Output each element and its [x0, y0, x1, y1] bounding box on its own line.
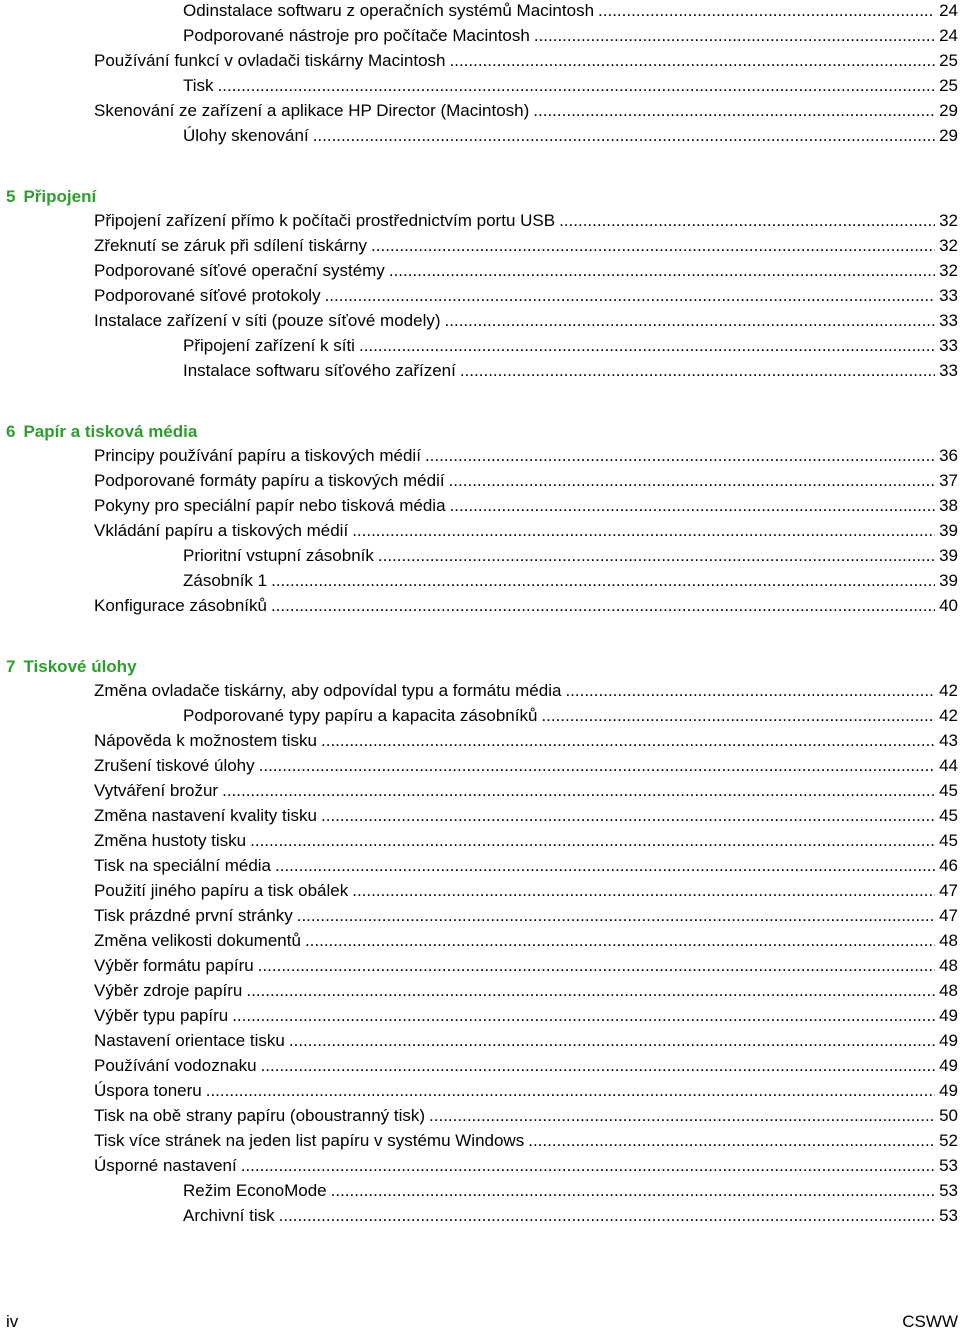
toc-dot-leader [261, 1055, 936, 1077]
toc-entry-page: 33 [939, 286, 958, 305]
toc-dot-leader [241, 1155, 935, 1177]
toc-dot-leader [258, 955, 935, 977]
toc-entry-page: 48 [939, 981, 958, 1000]
toc-entry-content [94, 210, 958, 232]
toc-entry-content [94, 930, 958, 952]
toc-entry[interactable] [0, 1180, 960, 1202]
toc-entry-title: Instalace zařízení v síti (pouze síťové modely) [94, 311, 441, 330]
toc-entry-page: 32 [939, 236, 958, 255]
toc-entry-title: Úlohy skenování [183, 126, 309, 145]
toc-entry-title: Připojení zařízení přímo k počítači prostřednictvím portu USB [94, 211, 556, 230]
toc-entry[interactable] [0, 1055, 960, 1077]
toc-entry-title: Připojení zařízení k síti [183, 336, 355, 355]
toc-dot-leader [449, 470, 936, 492]
toc-entry-title: Principy používání papíru a tiskových médií [94, 446, 421, 465]
toc-entry[interactable] [0, 210, 960, 232]
footer-label: CSWW [902, 1312, 958, 1331]
toc-dot-leader [429, 1105, 935, 1127]
toc-entry-content [94, 830, 958, 852]
toc-entry-title: Výběr formátu papíru [94, 956, 254, 975]
toc-entry-title: Prioritní vstupní zásobník [183, 546, 374, 565]
toc-dot-leader [559, 210, 935, 232]
toc-dot-leader [541, 705, 935, 727]
toc-entry[interactable] [0, 260, 960, 282]
toc-entry-page: 38 [939, 496, 958, 515]
toc-entry-title: Použití jiného papíru a tisk obálek [94, 881, 349, 900]
toc-entry[interactable] [0, 780, 960, 802]
toc-entry-content [94, 855, 958, 877]
toc-entry[interactable] [0, 360, 960, 382]
toc-dot-leader [378, 545, 935, 567]
toc-entry[interactable] [0, 1030, 960, 1052]
toc-dot-leader [321, 730, 935, 752]
toc-dot-leader [250, 830, 935, 852]
chapter-heading[interactable] [6, 420, 197, 444]
toc-entry[interactable] [0, 125, 960, 147]
toc-entry-page: 29 [939, 101, 958, 120]
toc-entry-page: 36 [939, 446, 958, 465]
toc-entry[interactable] [0, 100, 960, 122]
toc-entry-content [94, 1080, 958, 1102]
toc-entry-content [94, 805, 958, 827]
toc-entry-page: 46 [939, 856, 958, 875]
toc-dot-leader [279, 1205, 935, 1227]
toc-dot-leader [534, 25, 935, 47]
toc-entry-content [94, 730, 958, 752]
toc-entry-content [94, 495, 958, 517]
toc-entry-title: Používání funkcí v ovladači tiskárny Macintosh [94, 51, 446, 70]
toc-dot-leader [450, 50, 936, 72]
toc-dot-leader [389, 260, 935, 282]
toc-entry-page: 40 [939, 596, 958, 615]
toc-entry-page: 24 [939, 26, 958, 45]
toc-entry-page: 45 [939, 831, 958, 850]
toc-entry-title: Změna nastavení kvality tisku [94, 806, 317, 825]
toc-entry-page: 49 [939, 1006, 958, 1025]
toc-entry[interactable] [0, 520, 960, 542]
toc-dot-leader [331, 1180, 935, 1202]
toc-entry[interactable] [0, 25, 960, 47]
toc-entry-page: 45 [939, 806, 958, 825]
toc-entry-page: 25 [939, 51, 958, 70]
toc-entry-content [94, 880, 958, 902]
toc-entry-page: 49 [939, 1081, 958, 1100]
toc-entry-page: 45 [939, 781, 958, 800]
toc-entry-page: 49 [939, 1031, 958, 1050]
footer-page-number: iv [6, 1312, 19, 1331]
toc-entry-page: 43 [939, 731, 958, 750]
toc-entry-title: Zrušení tiskové úlohy [94, 756, 255, 775]
toc-entry[interactable] [0, 50, 960, 72]
toc-dot-leader [598, 0, 935, 22]
toc-entry-page: 49 [939, 1056, 958, 1075]
toc-entry-page: 32 [939, 261, 958, 280]
toc-entry-page: 47 [939, 906, 958, 925]
toc-entry-page: 53 [939, 1156, 958, 1175]
toc-entry-page: 42 [939, 706, 958, 725]
toc-entry-title: Vkládání papíru a tiskových médií [94, 521, 349, 540]
toc-entry-page: 47 [939, 881, 958, 900]
toc-entry-title: Podporované formáty papíru a tiskových médií [94, 471, 445, 490]
toc-entry-page: 39 [939, 546, 958, 565]
toc-entry-content [94, 1105, 958, 1127]
toc-entry[interactable] [0, 1130, 960, 1152]
chapter-title: Tiskové úlohy [23, 657, 137, 676]
toc-entry-content [94, 520, 958, 542]
toc-entry-content [94, 260, 958, 282]
toc-entry-page: 48 [939, 956, 958, 975]
toc-entry[interactable] [0, 545, 960, 567]
toc-dot-leader [352, 880, 935, 902]
toc-entry-content [183, 0, 958, 22]
toc-entry-content [94, 1030, 958, 1052]
toc-entry-content [94, 1155, 958, 1177]
toc-dot-leader [271, 570, 935, 592]
chapter-number: 6 [6, 422, 16, 441]
toc-dot-leader [297, 905, 935, 927]
toc-dot-leader [321, 805, 935, 827]
toc-entry-content [183, 335, 958, 357]
toc-dot-leader [246, 980, 935, 1002]
toc-entry-content [94, 235, 958, 257]
toc-entry-content [94, 905, 958, 927]
toc-entry[interactable] [0, 930, 960, 952]
toc-entry-page: 42 [939, 681, 958, 700]
toc-entry-content [94, 755, 958, 777]
toc-entry[interactable] [0, 880, 960, 902]
toc-entry-title: Archivní tisk [183, 1206, 275, 1225]
chapter-number: 7 [6, 657, 16, 676]
toc-entry[interactable] [0, 470, 960, 492]
toc-dot-leader [352, 520, 935, 542]
toc-entry-title: Výběr zdroje papíru [94, 981, 243, 1000]
toc-entry-content [183, 125, 958, 147]
toc-entry-title: Používání vodoznaku [94, 1056, 257, 1075]
toc-entry-content [94, 470, 958, 492]
toc-entry[interactable] [0, 335, 960, 357]
chapter-title: Připojení [23, 187, 97, 206]
toc-entry-content [183, 1205, 958, 1227]
toc-entry-title: Konfigurace zásobníků [94, 596, 267, 615]
toc-entry-page: 48 [939, 931, 958, 950]
toc-entry-title: Nápověda k možnostem tisku [94, 731, 317, 750]
toc-entry-page: 44 [939, 756, 958, 775]
toc-entry-content [183, 75, 958, 97]
toc-entry-content [94, 1055, 958, 1077]
toc-dot-leader [271, 595, 935, 617]
toc-entry-content [94, 955, 958, 977]
toc-entry-page: 24 [939, 1, 958, 20]
toc-entry-title: Výběr typu papíru [94, 1006, 229, 1025]
toc-entry-page: 53 [939, 1206, 958, 1225]
toc-entry-title: Změna ovladače tiskárny, aby odpovídal typu a formátu média [94, 681, 562, 700]
toc-entry-content [183, 1180, 958, 1202]
chapter-number: 5 [6, 187, 16, 206]
toc-entry[interactable] [0, 855, 960, 877]
toc-entry-content [94, 980, 958, 1002]
chapter-title: Papír a tisková média [23, 422, 198, 441]
toc-entry-title: Režim EconoMode [183, 1181, 327, 1200]
toc-dot-leader [305, 930, 935, 952]
toc-entry-content [183, 360, 958, 382]
toc-entry-page: 25 [939, 76, 958, 95]
toc-entry[interactable] [0, 955, 960, 977]
toc-entry-page: 29 [939, 126, 958, 145]
toc-entry-title: Tisk na speciální média [94, 856, 272, 875]
toc-entry[interactable] [0, 235, 960, 257]
toc-entry[interactable] [0, 0, 960, 22]
toc-entry[interactable] [0, 755, 960, 777]
toc-dot-leader [425, 445, 935, 467]
chapter-heading[interactable] [6, 655, 137, 679]
toc-entry-title: Změna velikosti dokumentů [94, 931, 301, 950]
toc-entry[interactable] [0, 310, 960, 332]
toc-entry-page: 33 [939, 361, 958, 380]
toc-entry-title: Tisk prázdné první stránky [94, 906, 293, 925]
toc-entry[interactable] [0, 830, 960, 852]
toc-entry-content [94, 310, 958, 332]
toc-entry-content [94, 680, 958, 702]
toc-dot-leader [371, 235, 935, 257]
toc-entry[interactable] [0, 980, 960, 1002]
toc-entry-page: 33 [939, 311, 958, 330]
toc-entry-title: Instalace softwaru síťového zařízení [183, 361, 456, 380]
toc-entry-title: Vytváření brožur [94, 781, 219, 800]
toc-entry-title: Pokyny pro speciální papír nebo tisková média [94, 496, 446, 515]
toc-dot-leader [259, 755, 935, 777]
toc-dot-leader [313, 125, 935, 147]
toc-entry-page: 53 [939, 1181, 958, 1200]
toc-entry-title: Úsporné nastavení [94, 1156, 237, 1175]
toc-entry[interactable] [0, 570, 960, 592]
toc-dot-leader [359, 335, 935, 357]
toc-entry-content [94, 50, 958, 72]
toc-entry[interactable] [0, 1155, 960, 1177]
toc-entry-page: 39 [939, 571, 958, 590]
toc-entry-title: Nastavení orientace tisku [94, 1031, 285, 1050]
toc-entry-title: Zřeknutí se záruk při sdílení tiskárny [94, 236, 368, 255]
toc-entry[interactable] [0, 285, 960, 307]
toc-dot-leader [275, 855, 935, 877]
toc-dot-leader [460, 360, 935, 382]
toc-dot-leader [445, 310, 936, 332]
toc-dot-leader [325, 285, 936, 307]
toc-entry-content [94, 1130, 958, 1152]
toc-entry-page: 52 [939, 1131, 958, 1150]
chapter-heading[interactable] [6, 185, 96, 209]
toc-entry-page: 33 [939, 336, 958, 355]
toc-dot-leader [206, 1080, 935, 1102]
toc-entry-content [94, 1005, 958, 1027]
toc-entry[interactable] [0, 730, 960, 752]
toc-entry[interactable] [0, 705, 960, 727]
toc-entry-page: 32 [939, 211, 958, 230]
toc-entry[interactable] [0, 1105, 960, 1127]
toc-dot-leader [218, 75, 936, 97]
toc-entry[interactable] [0, 905, 960, 927]
toc-entry-page: 50 [939, 1106, 958, 1125]
toc-entry-title: Podporované síťové protokoly [94, 286, 321, 305]
toc-entry-page: 37 [939, 471, 958, 490]
toc-entry-title: Podporované nástroje pro počítače Macintosh [183, 26, 530, 45]
toc-entry-content [94, 780, 958, 802]
toc-entry-title: Úspora toneru [94, 1081, 202, 1100]
toc-entry[interactable] [0, 1080, 960, 1102]
toc-entry-content [94, 100, 958, 122]
toc-entry-content [183, 545, 958, 567]
toc-entry-title: Skenování ze zařízení a aplikace HP Director (Macintosh) [94, 101, 530, 120]
toc-entry[interactable] [0, 1005, 960, 1027]
toc-entry-title: Podporované typy papíru a kapacita zásobníků [183, 706, 538, 725]
toc-entry-page: 39 [939, 521, 958, 540]
toc-dot-leader [565, 680, 935, 702]
toc-entry[interactable] [0, 595, 960, 617]
toc-entry-title: Změna hustoty tisku [94, 831, 247, 850]
toc-entry-title: Zásobník 1 [183, 571, 268, 590]
toc-entry-title: Tisk více stránek na jeden list papíru v systému Windows [94, 1131, 525, 1150]
toc-dot-leader [533, 100, 935, 122]
toc-entry[interactable] [0, 1205, 960, 1227]
toc-dot-leader [222, 780, 935, 802]
toc-entry-title: Tisk na obě strany papíru (oboustranný tisk) [94, 1106, 426, 1125]
toc-dot-leader [289, 1030, 935, 1052]
toc-entry[interactable] [0, 445, 960, 467]
toc-entry-title: Odinstalace softwaru z operačních systémů Macintosh [183, 1, 595, 20]
toc-entry[interactable] [0, 75, 960, 97]
toc-dot-leader [232, 1005, 935, 1027]
toc-entry-title: Podporované síťové operační systémy [94, 261, 385, 280]
toc-entry-content [94, 445, 958, 467]
toc-dot-leader [450, 495, 936, 517]
toc-entry[interactable] [0, 805, 960, 827]
toc-entry[interactable] [0, 680, 960, 702]
toc-entry-content [183, 570, 958, 592]
toc-entry[interactable] [0, 495, 960, 517]
toc-entry-content [94, 595, 958, 617]
toc-entry-content [183, 705, 958, 727]
toc-entry-content [183, 25, 958, 47]
toc-entry-content [94, 285, 958, 307]
toc-dot-leader [528, 1130, 935, 1152]
toc-entry-title: Tisk [183, 76, 214, 95]
